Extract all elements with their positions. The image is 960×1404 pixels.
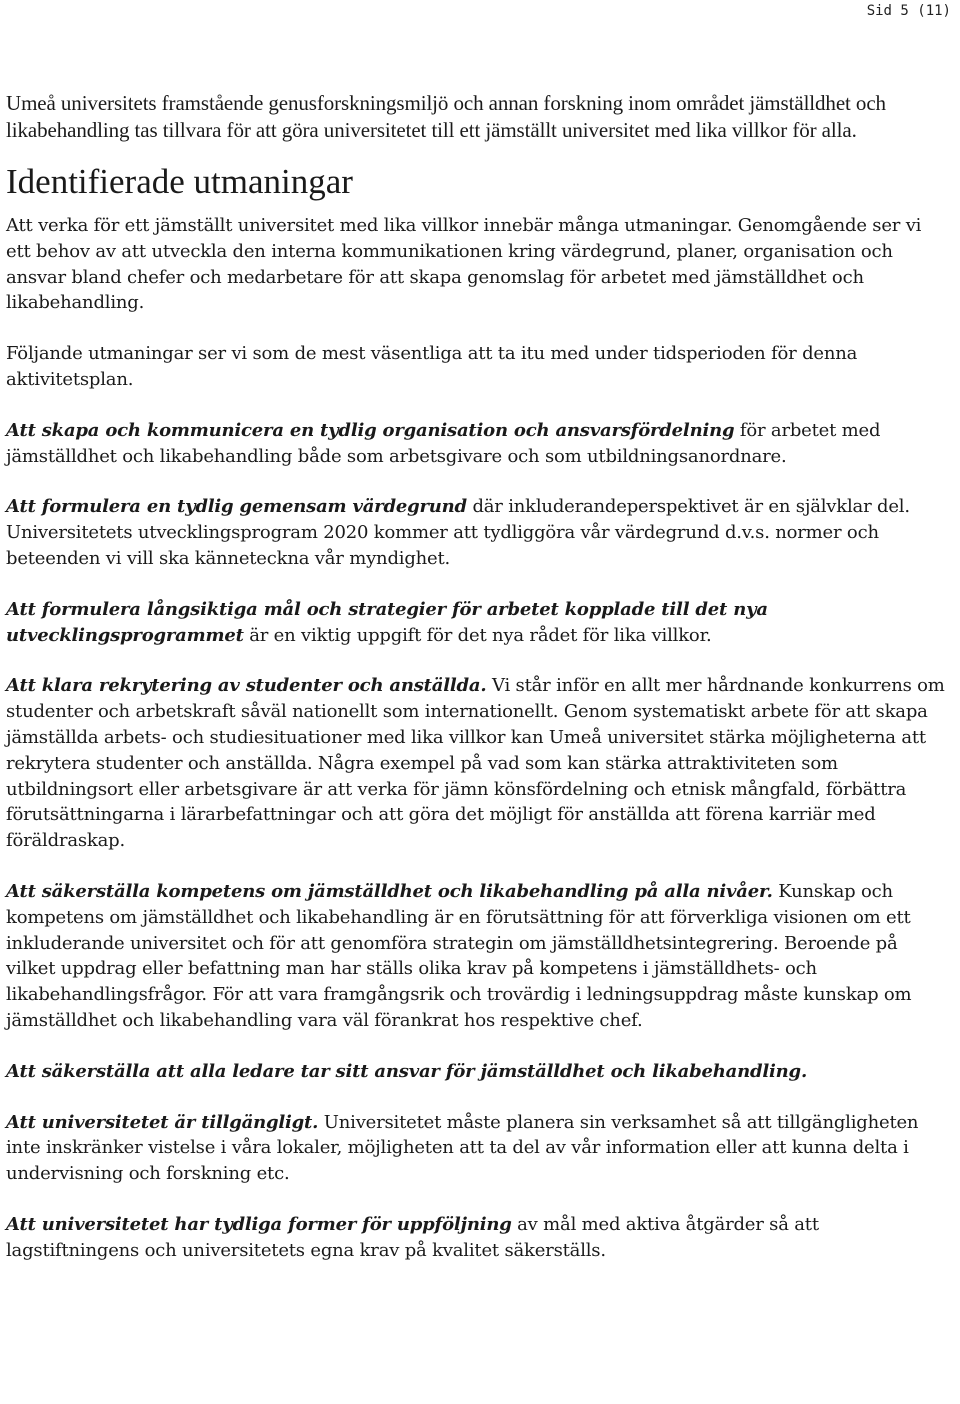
challenge-text: Vi står inför en allt mer hårdnande konkurrens om studenter och arbetskraft såväl nationellt som internationellt. Genom systematiskt arbete för att skapa jämställda arbets- och studiesituationer med lika villkor kan Umeå universitet stärka möjligheterna att rekrytera studenter och anställda. Några exempel på vad som kan stärka attraktiviteten som utbildningsort eller arbetsgivare är att verka för jämn könsfördelning och etnisk mångfald, förbättra förutsättningarna i lärarbefattningar och att göra det möjligt för anställda att förena karriär med föräldraskap.	[6, 675, 945, 852]
challenge-goals	[6, 597, 951, 649]
challenge-lead: Att formulera långsiktiga mål och strategier för arbetet kopplade till det nya utvecklingsprogrammet	[6, 598, 768, 646]
challenge-lead: Att universitetet har tydliga former för uppföljning	[6, 1213, 512, 1235]
challenge-text: är en viktig uppgift för det nya rådet för lika villkor.	[243, 624, 712, 646]
challenge-lead: Att universitetet är tillgängligt.	[6, 1111, 319, 1133]
challenge-text: Kunskap och kompetens om jämställdhet och likabehandling är en förutsättning för att förverkliga visionen om ett inkluderande universitet och för att genomföra strategin om jämställdhetsintegrering. Beroende på vilket uppdrag eller befattning man har ställs olika krav på kompetens i jämställdhets- och likabehandlingsfrågor. För att vara framgångsrik och trovärdig i ledningsuppdrag måste kunskap om jämställdhet och likabehandling vara väl förankrat hos respektive chef.	[6, 880, 912, 1031]
challenge-text: för arbetet med jämställdhet och likabehandling både som arbetsgivare och som utbildningsanordnare.	[6, 419, 881, 467]
challenge-lead: Att formulera en tydlig gemensam värdegrund	[6, 496, 467, 518]
section-heading: Identifierade utmaningar	[6, 162, 353, 201]
challenge-follow-up	[6, 1212, 951, 1264]
intro-paragraph: Umeå universitets framstående genusforskningsmiljö och annan forskning inom området jämställdhet och likabehandling tas tillvara för att göra universitetet till ett jämställt universitet med lika villkor för alla.	[6, 91, 886, 142]
challenge-text: Universitetet måste planera sin verksamhet så att tillgängligheten inte inskränker vistelse i våra lokaler, möjligheten att ta del av vår information eller att kunna delta i undervisning och forskning etc.	[6, 1111, 919, 1185]
challenge-text: där inkluderandeperspektivet är en självklar del. Universitetets utvecklingsprogram 2020 kommer att tydliggöra vår värdegrund d.v.s. normer och beteenden vi vill ska känneteckna vår myndighet.	[6, 496, 910, 569]
challenge-accessibility	[6, 1110, 951, 1187]
page-number: Sid 5 (11)	[866, 3, 951, 19]
document-body	[6, 90, 951, 1264]
challenges-intro-paragraph: Att verka för ett jämställt universitet med lika villkor innebär många utmaningar. Genomgående ser vi ett behov av att utveckla den interna kommunikationen kring värdegrund, planer, organisation och ansvar bland chefer och medarbetare för att skapa genomslag för arbetet med jämställdhet och likabehandling.	[6, 215, 922, 314]
challenge-lead: Att klara rekrytering av studenter och anställda.	[6, 675, 487, 697]
challenge-text: av mål med aktiva åtgärder så att lagstiftningens och universitetets egna krav på kvalitet säkerställs.	[6, 1213, 819, 1261]
challenge-leadership	[6, 1059, 951, 1085]
challenge-organisation	[6, 418, 951, 470]
challenge-competence	[6, 879, 951, 1034]
challenges-scope-paragraph: Följande utmaningar ser vi som de mest väsentliga att ta itu med under tidsperioden för denna aktivitetsplan.	[6, 343, 858, 390]
challenge-lead: Att säkerställa att alla ledare tar sitt ansvar för jämställdhet och likabehandling.	[6, 1060, 808, 1082]
challenge-recruitment	[6, 673, 951, 854]
challenge-lead: Att skapa och kommunicera en tydlig organisation och ansvarsfördelning	[6, 419, 735, 441]
challenge-values	[6, 494, 951, 571]
challenge-lead: Att säkerställa kompetens om jämställdhet och likabehandling på alla nivåer.	[6, 880, 773, 902]
